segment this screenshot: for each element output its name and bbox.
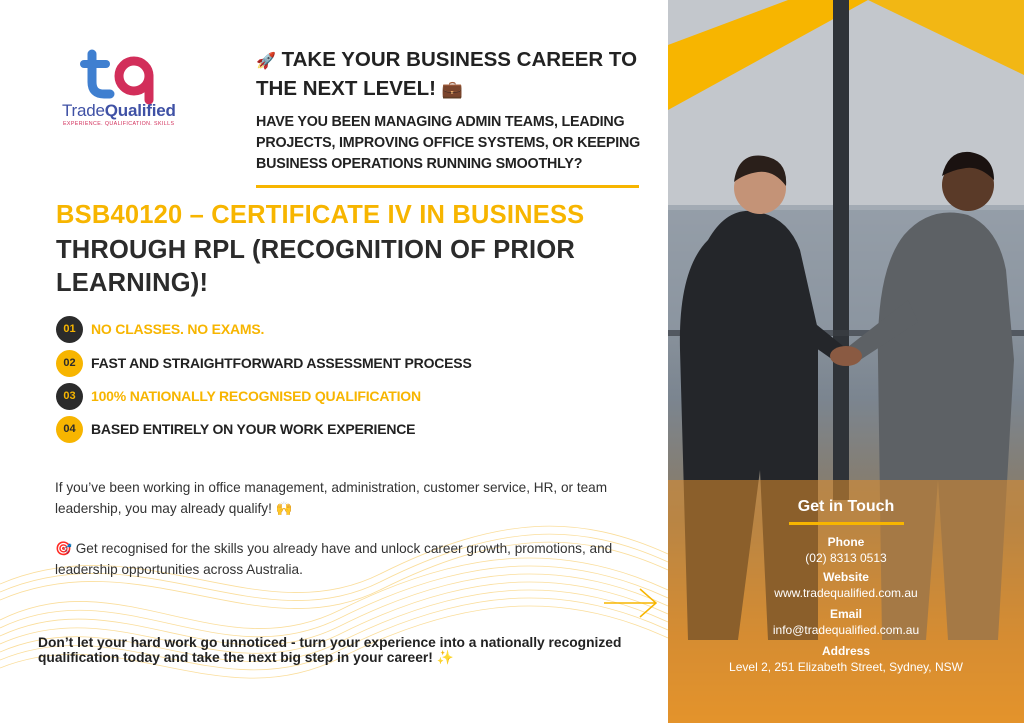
contact-heading: Get in Touch bbox=[797, 498, 895, 515]
feature-number-badge: 01 bbox=[56, 316, 83, 343]
feature-item bbox=[56, 416, 415, 442]
feature-text: FAST AND STRAIGHTFORWARD ASSESSMENT PROCESS bbox=[91, 355, 472, 371]
logo-wordmark-trade: Trade bbox=[62, 101, 105, 120]
certificate-title: BSB40120 – CERTIFICATE IV IN BUSINESS bbox=[56, 201, 585, 229]
contact-divider bbox=[789, 522, 904, 525]
feature-item bbox=[56, 350, 472, 376]
feature-text: BASED ENTIRELY ON YOUR WORK EXPERIENCE bbox=[91, 421, 416, 437]
phone-link[interactable]: (02) 8313 0513 bbox=[805, 551, 887, 565]
intro-paragraph: If you’ve been working in office management, administration, customer service, HR, or team leadership, you may already qualify! 🙌 bbox=[55, 480, 608, 516]
contact-block bbox=[668, 495, 1024, 679]
logo-wordmark-qualified: Qualified bbox=[104, 101, 176, 120]
website-link[interactable]: www.tradequalified.com.au bbox=[774, 586, 918, 600]
address-text: Level 2, 251 Elizabeth Street, Sydney, NSW bbox=[729, 660, 963, 674]
briefcase-icon: 💼 bbox=[441, 80, 463, 99]
arrow-right-icon bbox=[604, 585, 660, 621]
email-label: Email bbox=[829, 607, 862, 621]
hero-divider bbox=[256, 185, 639, 188]
feature-number-badge: 04 bbox=[56, 416, 83, 443]
phone-label: Phone bbox=[827, 535, 865, 549]
feature-text: 100% NATIONALLY RECOGNISED QUALIFICATION bbox=[91, 388, 421, 404]
certificate-subtitle: THROUGH RPL (RECOGNITION OF PRIOR LEARNING)! bbox=[56, 236, 575, 297]
logo-tagline: EXPERIENCE. QUALIFICATION. SKILLS bbox=[63, 121, 175, 127]
feature-item bbox=[56, 316, 264, 342]
benefits-paragraph: 🎯 Get recognised for the skills you already have and unlock career growth, promotions, and leadership opportunities across Australia. bbox=[55, 541, 613, 577]
feature-text: NO CLASSES. NO EXAMS. bbox=[91, 321, 265, 337]
hero-subtitle: HAVE YOU BEEN MANAGING ADMIN TEAMS, LEADING PROJECTS, IMPROVING OFFICE SYSTEMS, OR KEEPING BUSINESS OPERATIONS RUNNING SMOOTHLY? bbox=[256, 114, 641, 172]
website-label: Website bbox=[823, 570, 869, 584]
address-label: Address bbox=[821, 644, 871, 658]
feature-number-badge: 03 bbox=[56, 383, 83, 410]
email-link[interactable]: info@tradequalified.com.au bbox=[772, 623, 920, 637]
rocket-icon: 🚀 bbox=[256, 53, 276, 70]
hero-title-text: TAKE YOUR BUSINESS CAREER TO THE NEXT LEVEL! bbox=[256, 48, 638, 100]
call-to-action: Don’t let your hard work go unnoticed - turn your experience into a nationally recognized qualification today and take the next big step in your career! ✨ bbox=[38, 635, 622, 665]
feature-number-badge: 02 bbox=[56, 350, 83, 377]
decorative-waves bbox=[0, 500, 668, 723]
feature-item bbox=[56, 383, 421, 409]
logo-wordmark bbox=[62, 101, 176, 121]
hero-title bbox=[256, 46, 656, 103]
